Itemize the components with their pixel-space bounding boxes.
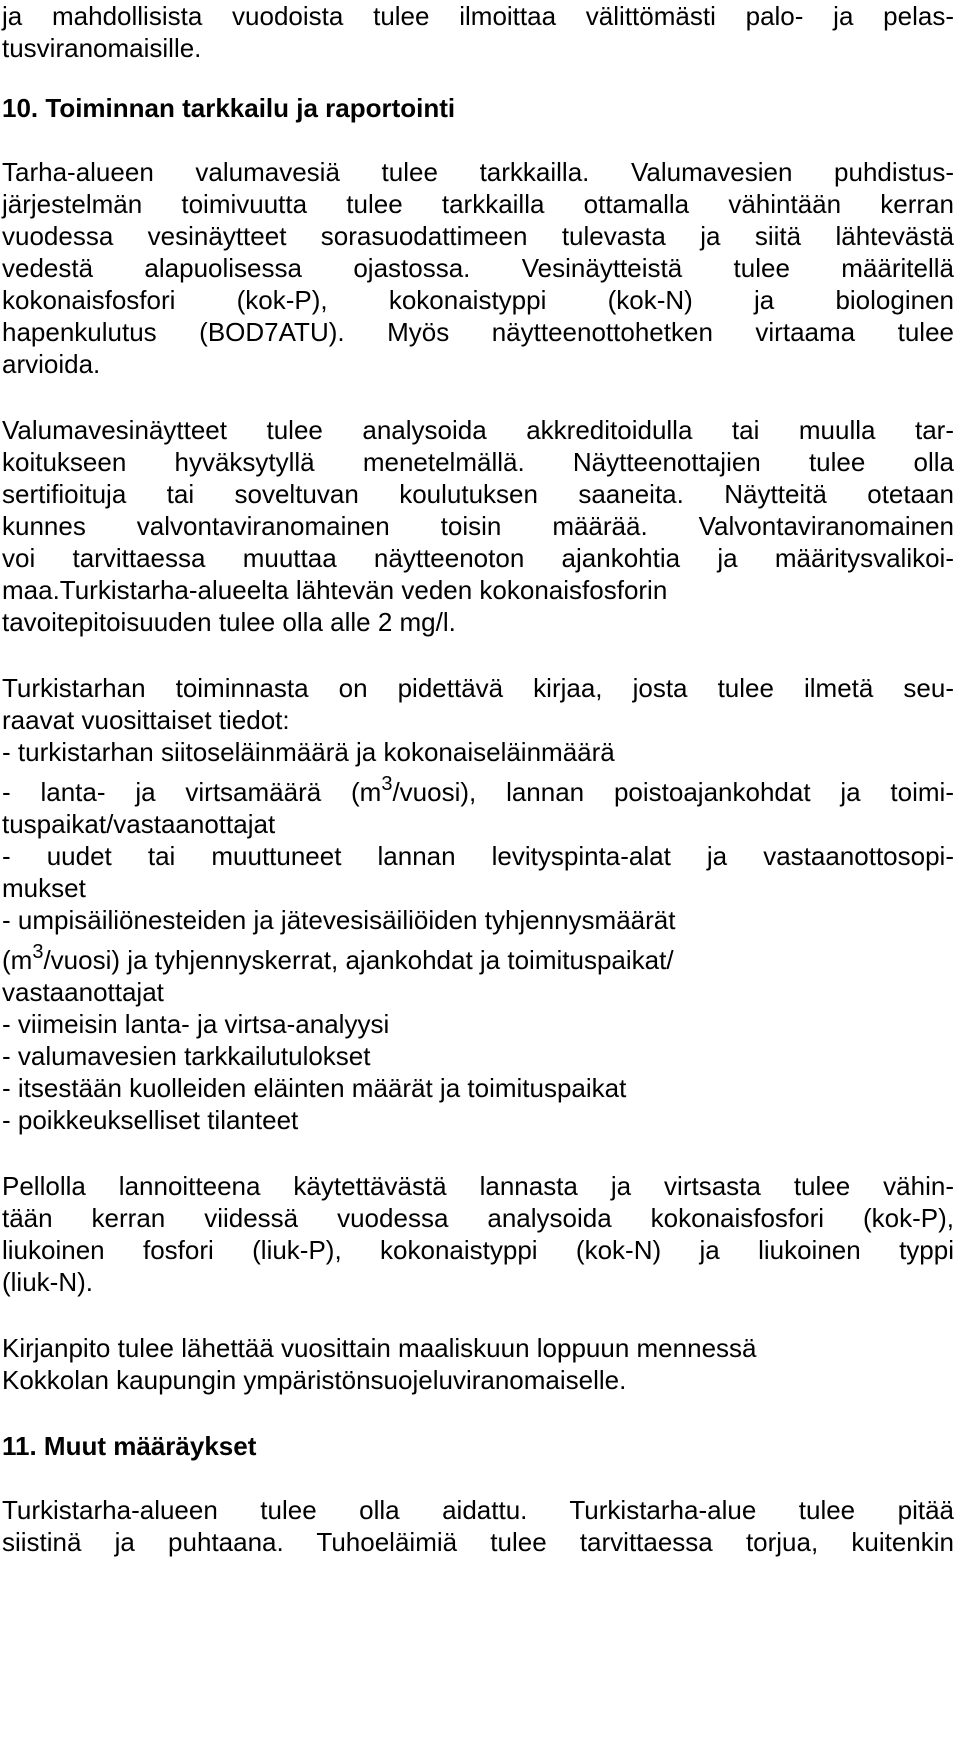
list-item-continuation: mukset [2,873,86,903]
item-text: /vuosi), lannan poistoajankohdat ja toimi- [392,777,954,807]
list-item: - itsestään kuolleiden eläinten määrät ja toimituspaikat [2,1073,627,1103]
text-line: vuodessa vesinäytteet sorasuodattimeen tulevasta ja siitä lähtevästä [2,221,954,251]
list-item [2,773,954,811]
text-line: koitukseen hyväksytyllä menetelmällä. Näytteenottajien tulee olla [2,447,954,477]
text-line: tään kerran viidessä vuodessa analysoida kokonaisfosfori (kok-P), [2,1203,954,1233]
text-line: Valumavesinäytteet tulee analysoida akkreditoidulla tai muulla tar- [2,415,954,445]
list-item: - viimeisin lanta- ja virtsa-analyysi [2,1009,390,1039]
text-line: (liuk-N). [2,1267,93,1297]
item-text: /vuosi) ja tyhjennyskerrat, ajankohdat ja toimituspaikat/ [43,945,674,975]
text-line: liukoinen fosfori (liuk-P), kokonaistyppi (kok-N) ja liukoinen typpi [2,1235,954,1265]
text-line: tavoitepitoisuuden tulee olla alle 2 mg/l. [2,607,456,637]
list-item: - umpisäiliönesteiden ja jätevesisäiliöiden tyhjennysmäärät [2,905,676,935]
superscript: 3 [32,941,44,963]
text-line: Pellolla lannoitteena käytettävästä lannasta ja virtsasta tulee vähin- [2,1171,954,1201]
list-item: - turkistarhan siitoseläinmäärä ja kokonaiseläinmäärä [2,737,615,767]
text-line: Kirjanpito tulee lähettää vuosittain maaliskuun loppuun mennessä [2,1333,757,1363]
text-line: kunnes valvontaviranomainen toisin määrää. Valvontaviranomainen [2,511,954,541]
section-10-heading: 10. Toiminnan tarkkailu ja raportointi [2,93,456,123]
text-line: maa.Turkistarha-alueelta lähtevän veden kokonaisfosforin [2,575,668,605]
list-item-continuation: vastaanottajat [2,977,164,1007]
item-text: - lanta- ja virtsamäärä (m [2,777,382,807]
list-item: - uudet tai muuttuneet lannan levityspinta-alat ja vastaanottosopi- [2,841,954,871]
list-item-continuation: tuspaikat/vastaanottajat [2,809,276,839]
text-line: raavat vuosittaiset tiedot: [2,705,290,735]
text-line: sertifioituja tai soveltuvan koulutuksen saaneita. Näytteitä otetaan [2,479,954,509]
text-line: arvioida. [2,349,101,379]
text-line: siistinä ja puhtaana. Tuhoeläimiä tulee tarvittaessa torjua, kuitenkin [2,1527,954,1557]
section-11-heading: 11. Muut määräykset [2,1431,257,1461]
text-line: kokonaisfosfori (kok-P), kokonaistyppi (kok-N) ja biologinen [2,285,954,315]
superscript: 3 [381,773,393,795]
list-item-continuation [2,941,674,979]
text-line: järjestelmän toimivuutta tulee tarkkailla ottamalla vähintään kerran [2,189,954,219]
text-line: Turkistarhan toiminnasta on pidettävä kirjaa, josta tulee ilmetä seu- [2,673,954,703]
item-text: (m [2,945,33,975]
text-line: ja mahdollisista vuodoista tulee ilmoittaa välittömästi palo- ja pelas- [2,1,954,31]
list-item: - poikkeukselliset tilanteet [2,1105,299,1135]
text-line: voi tarvittaessa muuttaa näytteenoton ajankohtia ja määritysvalikoi- [2,543,954,573]
text-line: hapenkulutus (BOD7ATU). Myös näytteenottohetken virtaama tulee [2,317,954,347]
list-item: - valumavesien tarkkailutulokset [2,1041,371,1071]
text-line: tusviranomaisille. [2,33,202,63]
text-line: Turkistarha-alueen tulee olla aidattu. Turkistarha-alue tulee pitää [2,1495,954,1525]
text-line: vedestä alapuolisessa ojastossa. Vesinäytteistä tulee määritellä [2,253,954,283]
text-line: Tarha-alueen valumavesiä tulee tarkkailla. Valumavesien puhdistus- [2,157,954,187]
text-line: Kokkolan kaupungin ympäristönsuojeluviranomaiselle. [2,1365,627,1395]
